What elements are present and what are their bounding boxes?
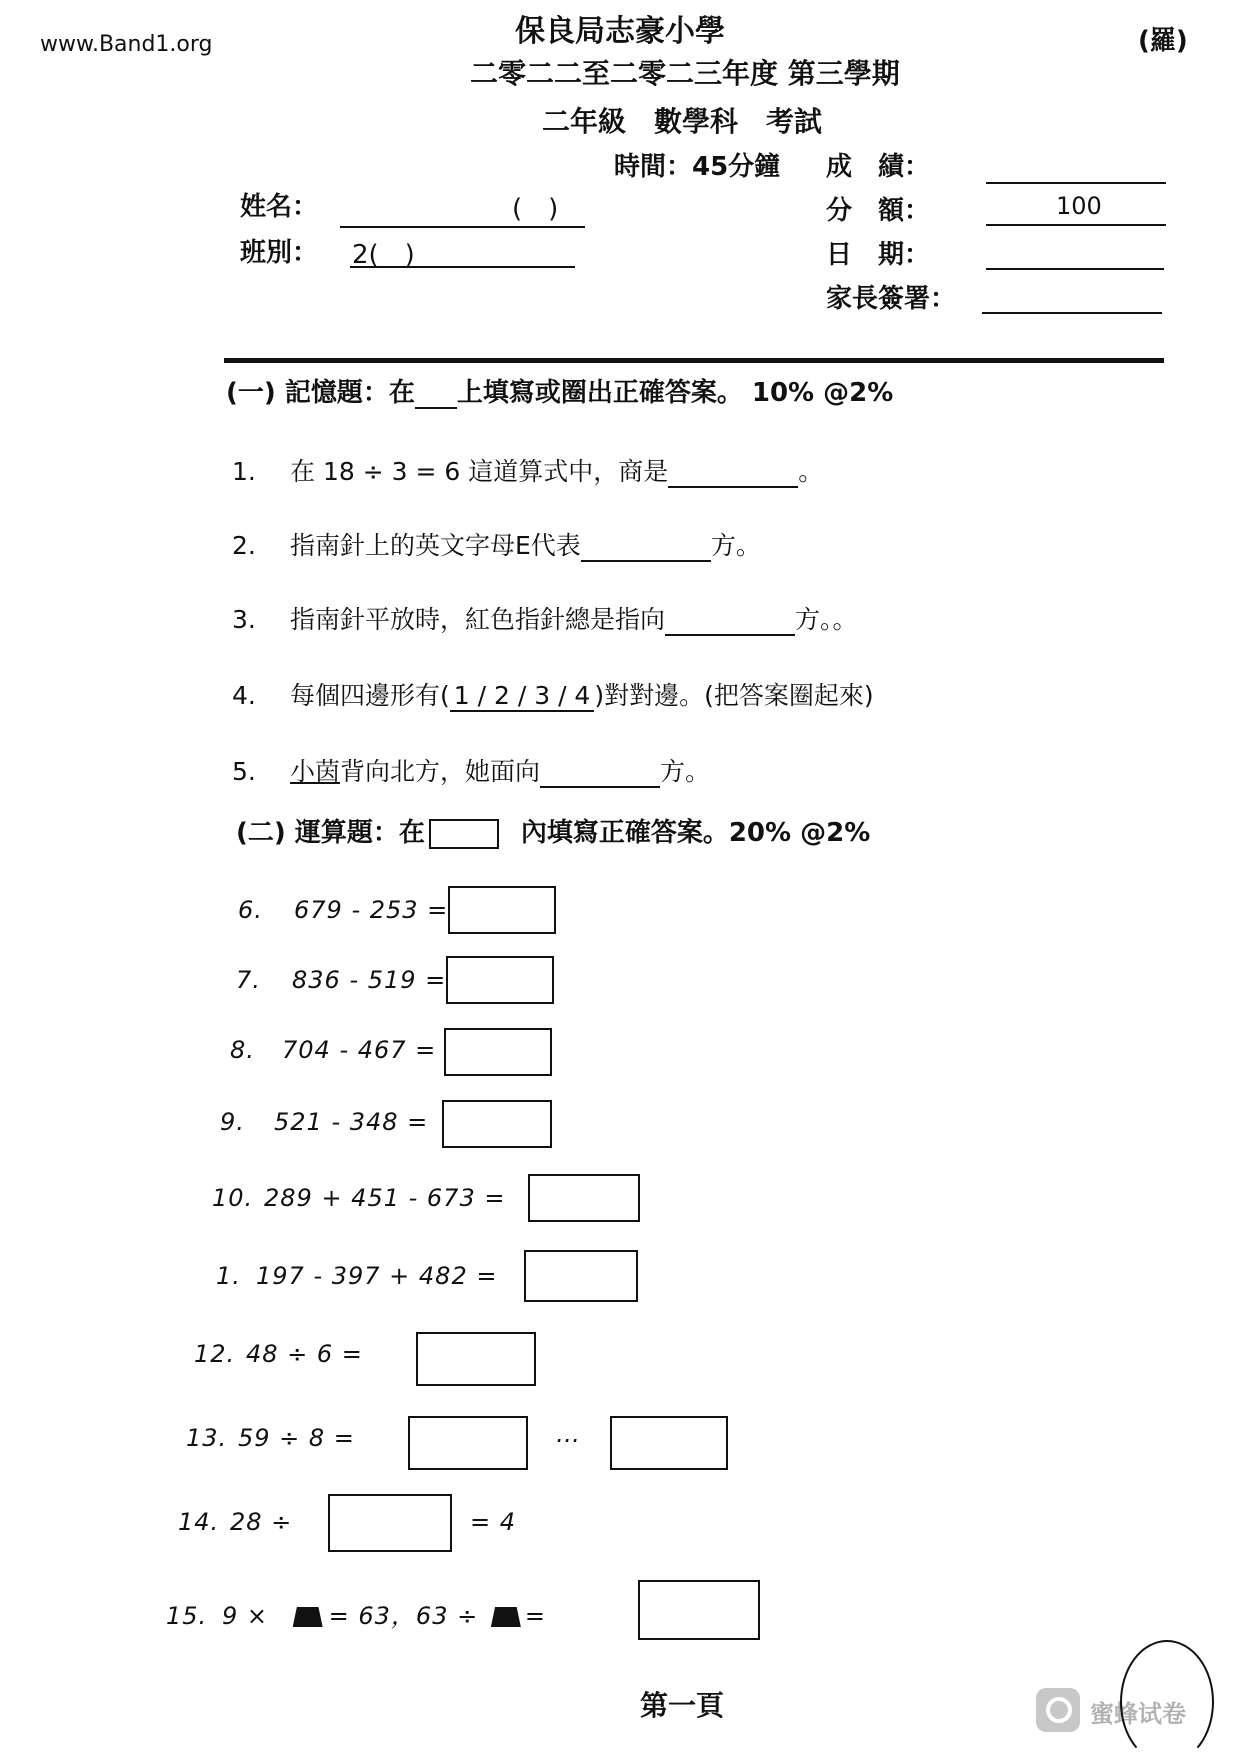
answer-box-11[interactable] [524,1250,638,1302]
question-expression: 704 - 467 = [282,1036,437,1064]
score-field[interactable] [986,182,1166,184]
question-expression: 197 - 397 + 482 = [256,1262,498,1290]
corner-mark [1120,1640,1214,1764]
answer-box-14[interactable] [328,1494,452,1552]
question-8 [230,1036,436,1064]
answer-box-15[interactable] [638,1580,760,1640]
logo-icon [1036,1688,1080,1732]
question-5 [232,752,710,788]
class-number-paren: ( ) [512,194,559,224]
quotient-box-13[interactable] [408,1416,528,1470]
question-text: 在 18 ÷ 3 = 6 這道算式中，商是 [290,457,669,486]
question-number: 14. [178,1508,220,1536]
question-number: 15. [166,1602,208,1630]
remainder-dots: … [556,1420,581,1448]
question-number: 1. [216,1262,241,1290]
title-blank [415,381,457,409]
question-suffix: 。 [798,457,824,486]
section2-title-a: (二) 運算題：在 [236,818,425,848]
question-expression: 28 ÷ [230,1508,293,1536]
section1-title-b: 上填寫或圈出正確答案。 10% @2% [456,378,894,408]
question-expression: 679 - 253 = [294,896,449,924]
question-4 [232,676,874,712]
question-12 [194,1340,363,1368]
question-7 [236,966,446,994]
version-tag: (羅) [1138,26,1188,56]
question-text: 指南針上的英文字母E代表 [290,531,581,560]
hidden-number-icon [293,1607,323,1627]
answer-blank-1[interactable] [668,460,798,488]
signature-label: 家長簽署： [826,284,957,314]
answer-blank-2[interactable] [581,534,711,562]
answer-box-8[interactable] [444,1028,552,1076]
answer-box-12[interactable] [416,1332,536,1386]
question-expression: 59 ÷ 8 = [238,1424,355,1452]
school-name: 保良局志豪小學 [515,14,725,49]
date-field[interactable] [986,268,1164,270]
answer-box-7[interactable] [446,956,554,1004]
question-text: 背向北方，她面向 [340,757,541,786]
watermark-site: www.Band1.org [40,32,213,57]
question-number: 2. [232,531,256,560]
full-mark-line [986,224,1166,226]
question-2 [232,526,761,562]
answer-box-10[interactable] [528,1174,640,1222]
question-9 [220,1108,428,1136]
section2-title-b: 內填寫正確答案。20% @2% [520,818,871,848]
question-11 [216,1262,497,1290]
question-expression: 289 + 451 - 673 = [264,1184,506,1212]
section1-title [226,372,893,409]
question-number: 1. [232,457,256,486]
section1-title-a: (一) 記憶題：在 [226,378,415,408]
question-number: 7. [236,966,261,994]
logo-text: 蜜蜂试卷 [1090,1700,1186,1728]
question-number: 13. [186,1424,228,1452]
hidden-number-icon [491,1607,521,1627]
question-expression-mid: = 63，63 ÷ [328,1602,479,1630]
question-6 [238,896,448,924]
question-10 [212,1184,505,1212]
question-number: 5. [232,757,256,786]
full-mark-label: 分 額： [826,196,931,226]
subject-line: 二年級 數學科 考試 [542,105,823,138]
question-suffix: 方。。 [795,605,858,634]
name-label: 姓名： [240,192,319,222]
question-number: 4. [232,681,256,710]
name-field[interactable] [340,226,585,228]
term-title: 二零二二至二零二三年度 第三學期 [470,57,900,90]
answer-box-6[interactable] [448,886,556,934]
signature-field[interactable] [982,312,1162,314]
remainder-box-13[interactable] [610,1416,728,1470]
page-number: 第一頁 [640,1689,725,1722]
question-14-result: = 4 [470,1508,517,1536]
time-label: 時間：45分鐘 [614,152,781,182]
question-14 [178,1508,292,1536]
question-expression-end: = [524,1602,546,1630]
section2-title [236,812,870,849]
circle-options[interactable]: 1 / 2 / 3 / 4 [450,681,595,712]
header-divider [224,358,1164,363]
question-suffix: )對對邊。(把答案圈起來) [594,681,874,710]
question-13 [186,1424,355,1452]
full-mark-value: 100 [1056,192,1102,220]
answer-blank-5[interactable] [540,760,660,788]
question-number: 6. [238,896,263,924]
date-label: 日 期： [826,240,931,270]
question-number: 3. [232,605,256,634]
question-expression: 521 - 348 = [274,1108,429,1136]
class-label: 班別： [240,238,319,268]
question-text: 指南針平放時，紅色指針總是指向 [290,605,666,634]
question-expression: 836 - 519 = [292,966,447,994]
answer-box-9[interactable] [442,1100,552,1148]
question-1 [232,452,823,488]
title-box-icon [429,819,499,849]
person-name: 小茵 [290,757,341,786]
class-value: 2( ) [352,240,415,270]
score-label: 成 績： [826,152,931,182]
question-number: 9. [220,1108,245,1136]
question-suffix: 方。 [710,531,761,560]
question-expression: 9 × [222,1602,269,1630]
question-suffix: 方。 [660,757,711,786]
question-number: 12. [194,1340,236,1368]
question-number: 10. [212,1184,254,1212]
answer-blank-3[interactable] [665,608,795,636]
question-15 [166,1596,546,1631]
question-text: 每個四邊形有( [290,681,450,710]
question-number: 8. [230,1036,255,1064]
question-3 [232,600,858,636]
question-expression: 48 ÷ 6 = [246,1340,363,1368]
